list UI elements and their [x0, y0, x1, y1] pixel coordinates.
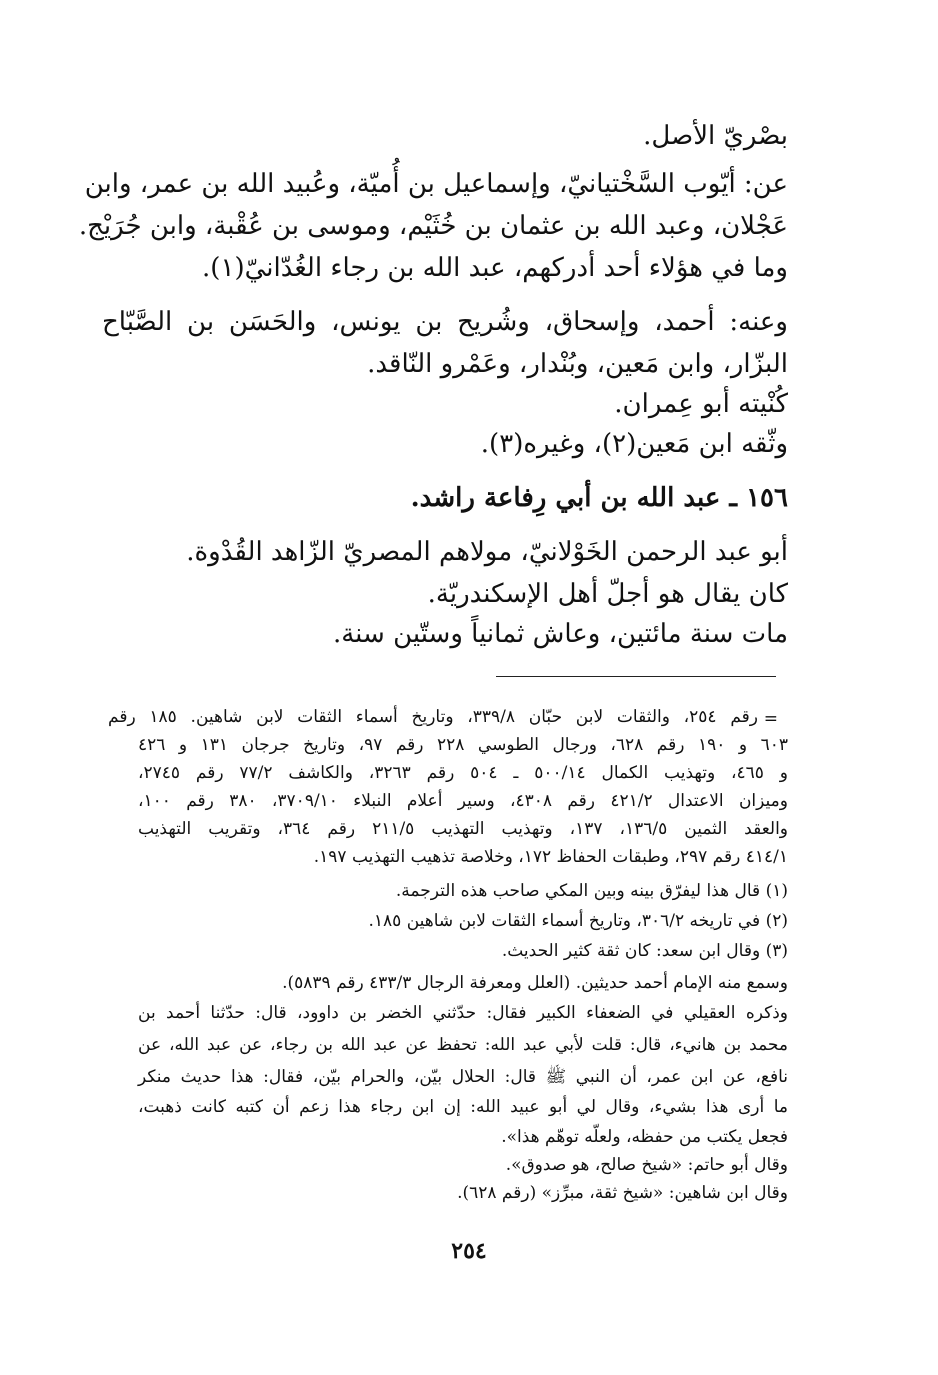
footnote-3-line: نافع، عن ابن عمر، أن النبي ﷺ قال: الحلال بيّن، والحرام بيّن، فقال: هذا حديث منكر	[138, 1067, 788, 1087]
text-line-5: وعنه: أحمد، وإسحاق، وشُريح بن يونس، والحَسَن بن الصَّبّاح	[102, 307, 788, 337]
entry-line-1: أبو عبد الرحمن الخَوْلانيّ، مولاهم المصريّ الزّاهد القُدْوة.	[186, 537, 788, 567]
page-number: ٢٥٤	[451, 1238, 487, 1264]
footnote-3-line: وقال أبو حاتم: «شيخ صالح، هو صدوق».	[505, 1155, 788, 1175]
footnote-3-line: فجعل يكتب من حفظه، ولعلّه توهّم هذا».	[501, 1127, 788, 1147]
footnote-3-line: وسمع منه الإمام أحمد حديثين. (العلل ومعرفة الرجال ٤٣٣/٣ رقم ٥٨٣٩).	[282, 973, 788, 993]
entry-line-3: مات سنة مائتين، وعاش ثمانياً وستّين سنة.	[332, 619, 788, 649]
text-line-4: وما في هؤلاء أحد أدركهم، عبد الله بن رجاء الغُدّانيّ(١).	[202, 253, 788, 283]
footnote-3-line: محمد بن هانيء، قال: قلت لأبي عبد الله: تحفظ عن عبد الله بن رجاء، عن عبد الله، عن	[138, 1035, 788, 1055]
footnote-3: (٣) وقال ابن سعد: كان ثقة كثير الحديث.	[501, 941, 788, 961]
text-line-7: كُنْيته أبو عِمران.	[614, 389, 788, 419]
footnote-2: (٢) في تاريخه ٣٠٦/٢، وتاريخ أسماء الثقات لابن شاهين ١٨٥.	[368, 911, 788, 931]
text-line-6: البزّار، وابن مَعين، وبُنْدار، وعَمْرو النّاقد.	[367, 349, 788, 379]
footnote-3-line: وقال ابن شاهين: «شيخ ثقة، مبرِّز» (رقم ٦٢٨).	[457, 1183, 788, 1203]
text-line-2: عن: أيّوب السَّخْتيانيّ، وإسماعيل بن أُميّة، وعُبيد الله بن عمر، وابن	[84, 169, 788, 199]
footnote-continuation-mark: =	[763, 709, 778, 729]
text-line-1: بصْريّ الأصل.	[643, 121, 788, 151]
text-line-8: وثّقه ابن مَعين(٢)، وغيره(٣).	[480, 429, 788, 459]
footnote-3-line: ما أرى هذا بشيء، وقال لي أبو عبيد الله: إن ابن رجاء هذا زعم أن كتبه كانت ذهبت،	[138, 1097, 788, 1117]
footnote-line: ٦٠٣ و ١٩٠ رقم ٦٢٨، ورجال الطوسي ٢٢٨ رقم ٩٧، وتاريخ جرجان ١٣١ و ٤٢٦	[138, 735, 788, 755]
footnote-1: (١) قال هذا ليفرّق بينه وبين المكي صاحب هذه الترجمة.	[395, 881, 788, 901]
footnote-divider	[496, 676, 776, 677]
footnote-line: والعقد الثمين ١٣٦/٥، ١٣٧، وتهذيب التهذيب ٢١١/٥ رقم ٣٦٤، وتقريب التهذيب	[138, 819, 789, 839]
footnote-3-line: وذكره العقيلي في الضعفاء الكبير فقال: حدّثني الخضر بن داوود، قال: حدّثنا أحمد بن	[138, 1003, 788, 1023]
footnote-line: وميزان الاعتدال ٤٢١/٢ رقم ٤٣٠٨، وسير أعلام النبلاء ٣٧٠٩/١٠، ٣٨٠ رقم ١٠٠،	[138, 791, 788, 811]
footnote-line: رقم ٢٥٤، والثقات لابن حبّان ٣٣٩/٨، وتاريخ أسماء الثقات لابن شاهين. ١٨٥ رقم	[108, 707, 758, 727]
footnote-line: و ٤٦٥، وتهذيب الكمال ٥٠٠/١٤ ـ ٥٠٤ رقم ٣٢٦٣، والكاشف ٧٧/٢ رقم ٢٧٤٥،	[138, 763, 788, 783]
entry-heading: ١٥٦ ـ عبد الله بن أبي رِفاعة راشد.	[410, 483, 788, 513]
footnote-line: ٤١٤/١ رقم ٢٩٧، وطبقات الحفاظ ١٧٢، وخلاصة تذهيب التهذيب ١٩٧.	[313, 847, 788, 867]
entry-line-2: كان يقال هو أجلّ أهل الإسكندريّة.	[427, 579, 788, 609]
text-line-3: عَجْلان، وعبد الله بن عثمان بن خُثَيْم، وموسى بن عُقْبة، وابن جُرَيْج.	[78, 211, 788, 241]
